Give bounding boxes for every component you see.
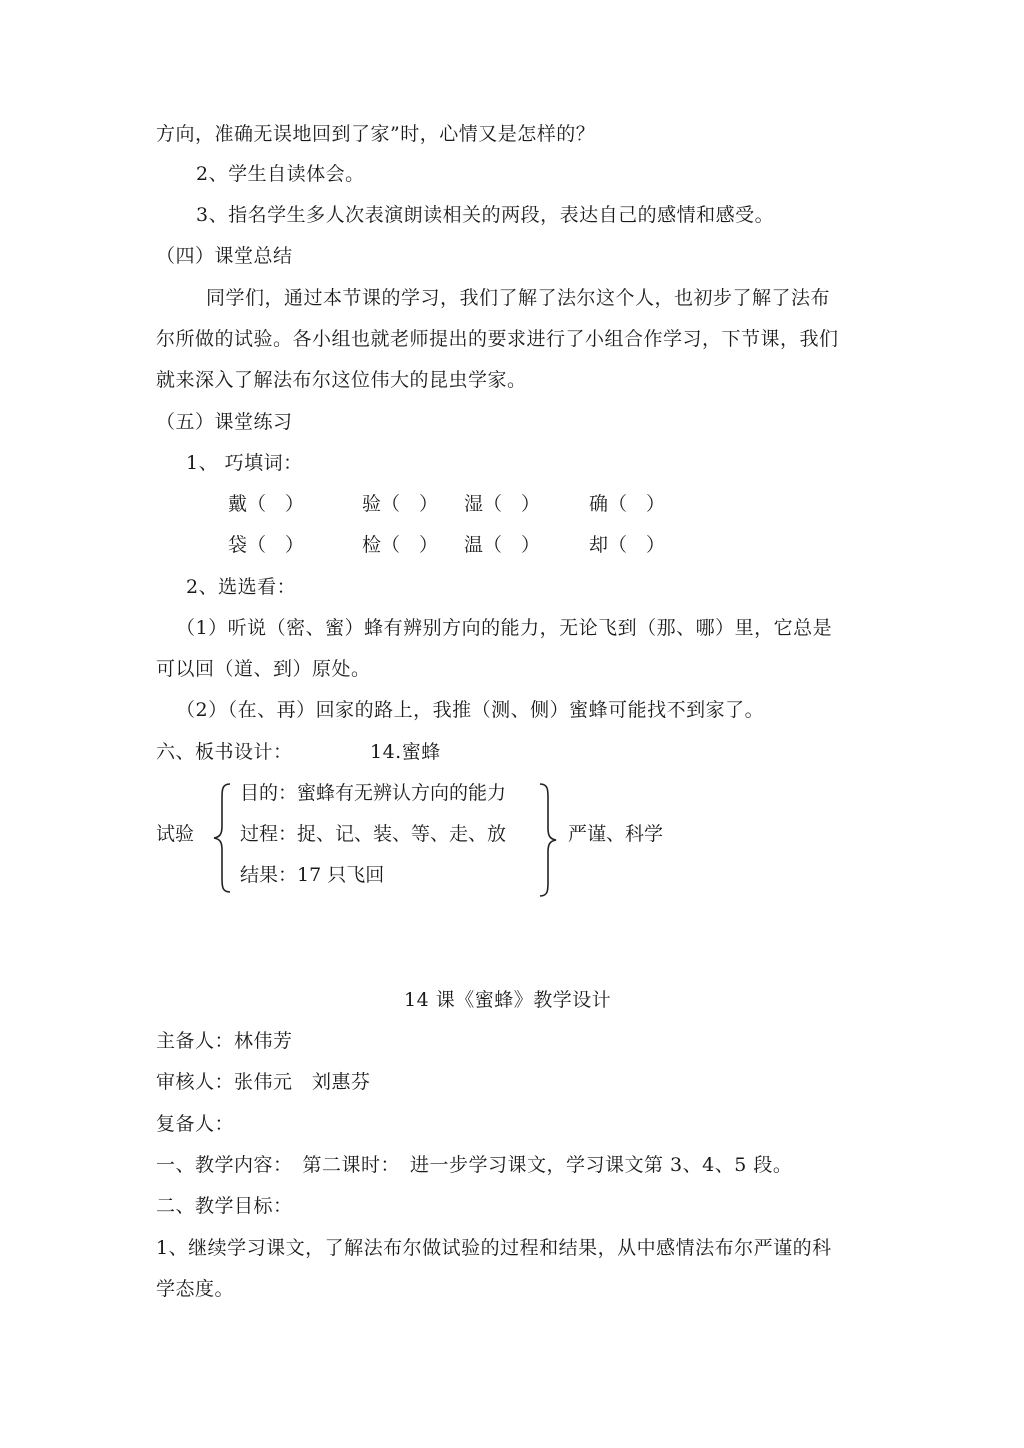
fill-blank-item: 验（ ） [362, 493, 439, 515]
board-title: 14.蜜蜂 [370, 741, 441, 763]
fill-blank-item: 温（ ） [464, 534, 541, 556]
board-right-label: 严谨、科学 [568, 823, 664, 845]
goal-line: 1、继续学习课文，了解法布尔做试验的过程和结果，从中感情法布尔严谨的科 [156, 1237, 832, 1259]
section-heading: 二、教学目标： [156, 1195, 293, 1217]
question-label: 2、选选看： [186, 576, 297, 598]
question-line: （1）听说（密、蜜）蜂有辨别方向的能力，无论飞到（那、哪）里，它总是 [176, 617, 833, 639]
text-line: 方向，准确无误地回到了家”时，心情又是怎样的？ [156, 123, 596, 145]
section-heading: （四）课堂总结 [156, 245, 293, 267]
paragraph-line: 就来深入了解法布尔这位伟大的昆虫学家。 [156, 369, 527, 391]
reviewer-line: 审核人：张伟元 刘惠芬 [156, 1071, 371, 1093]
step-item: 2、学生自读体会。 [196, 163, 365, 185]
board-process: 过程：捉、记、装、等、走、放 [240, 823, 507, 845]
fill-blank-item: 戴（ ） [228, 493, 305, 515]
left-brace [210, 782, 234, 894]
paragraph-line: 尔所做的试验。各小组也就老师提出的要求进行了小组合作学习，下节课，我们 [156, 328, 839, 350]
co-preparer-line: 复备人： [156, 1113, 235, 1135]
board-purpose: 目的：蜜蜂有无辨认方向的能力 [240, 782, 507, 804]
fill-blank-item: 湿（ ） [464, 493, 541, 515]
board-result: 结果：17 只飞回 [240, 864, 385, 886]
preparer-line: 主备人：林伟芳 [156, 1030, 293, 1052]
fill-blank-item: 袋（ ） [228, 534, 305, 556]
document-title: 14 课《蜜蜂》教学设计 [404, 989, 612, 1011]
right-brace [536, 782, 560, 898]
board-left-label: 试验 [156, 823, 195, 845]
goal-line: 学态度。 [156, 1278, 235, 1300]
section-heading: （五）课堂练习 [156, 411, 293, 433]
question-label: 1、 巧填词： [186, 452, 303, 474]
question-line: （2）（在、再）回家的路上，我推（测、侧）蜜蜂可能找不到家了。 [176, 699, 765, 721]
content-line: 一、教学内容： 第二课时： 进一步学习课文，学习课文第 3、4、5 段。 [156, 1154, 793, 1176]
step-item: 3、指名学生多人次表演朗读相关的两段，表达自己的感情和感受。 [196, 204, 775, 226]
question-line: 可以回（道、到）原处。 [156, 658, 371, 680]
section-heading: 六、板书设计： [156, 741, 293, 763]
fill-blank-item: 检（ ） [362, 534, 439, 556]
fill-blank-item: 确（ ） [589, 493, 666, 515]
paragraph-line: 同学们，通过本节课的学习，我们了解了法尔这个人，也初步了解了法布 [206, 287, 831, 309]
fill-blank-item: 却（ ） [589, 534, 666, 556]
